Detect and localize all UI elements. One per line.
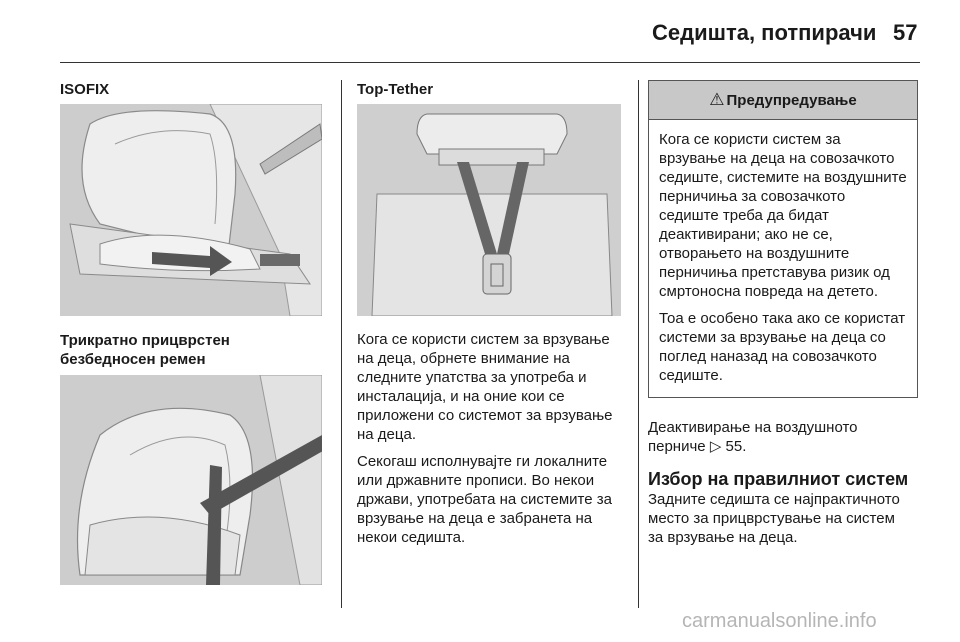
airbag-note-line1: Деактивирање на воздушното <box>648 419 858 436</box>
watermark: carmanualsonline.info <box>682 610 877 632</box>
header-rule <box>60 62 920 63</box>
warning-header <box>649 81 917 120</box>
airbag-deactivation-note <box>648 418 920 456</box>
isofix-illustration <box>60 104 322 316</box>
warning-paragraph-2: Тоа е особено така ако се користат системи за врзување на деца со поглед наназад на совозачкото седиште. <box>659 310 906 384</box>
heading-top-tether: Top-Tether <box>357 81 434 98</box>
heading-three-point-belt-line1: Трикратно прицврстен <box>60 332 230 349</box>
warning-title: Предупредување <box>726 91 857 109</box>
choose-system-text: Задните седишта се најпрактичното место за прицврстување на систем за врзување на деца. <box>648 491 900 546</box>
belt-seat-drawing <box>60 375 322 585</box>
middle-paragraph-1: Кога се користи систем за врзување на деца, обрнете внимание на следните упатства за употреба и инсталација, и на оние кои се приложени со системот за врзување на деца. <box>357 331 613 443</box>
isofix-seat-drawing <box>60 104 322 316</box>
warning-body <box>649 120 917 397</box>
three-point-belt-illustration <box>60 375 322 585</box>
top-tether-drawing <box>357 104 621 316</box>
page-title: Седишта, потпирачи <box>652 20 877 45</box>
column-divider-right <box>638 80 639 608</box>
middle-paragraph-2: Секогаш исполнувајте ги локалните или државните прописи. Во некои држави, употребата на системите за врзување на деца е забранета на некои седишта. <box>357 453 612 546</box>
warning-box <box>648 80 918 398</box>
heading-choose-system: Избор на правилниот систем <box>648 469 909 489</box>
top-tether-illustration <box>357 104 621 316</box>
warning-triangle-icon: ⚠ <box>709 90 725 109</box>
arrow-ref-icon: ▷ <box>709 438 722 455</box>
column-divider-left <box>341 80 342 608</box>
page-reference[interactable]: 55. <box>725 438 747 455</box>
airbag-note-line2: перниче ▷ 55. <box>648 438 747 455</box>
heading-isofix: ISOFIX <box>60 81 110 98</box>
page-number: 57 <box>893 20 918 45</box>
heading-three-point-belt-line2: безбедносен ремен <box>60 351 206 368</box>
middle-body-text <box>357 330 627 555</box>
warning-paragraph-1: Кога се користи систем за врзување на деца на совозачкото седиште, системите на воздушните перничиња за совозачкото седиште треба да бидат деактивирани; ако не се, отворањето на воздушните перничиња претставува ризик од смртоносна повреда на детето. <box>659 131 907 300</box>
